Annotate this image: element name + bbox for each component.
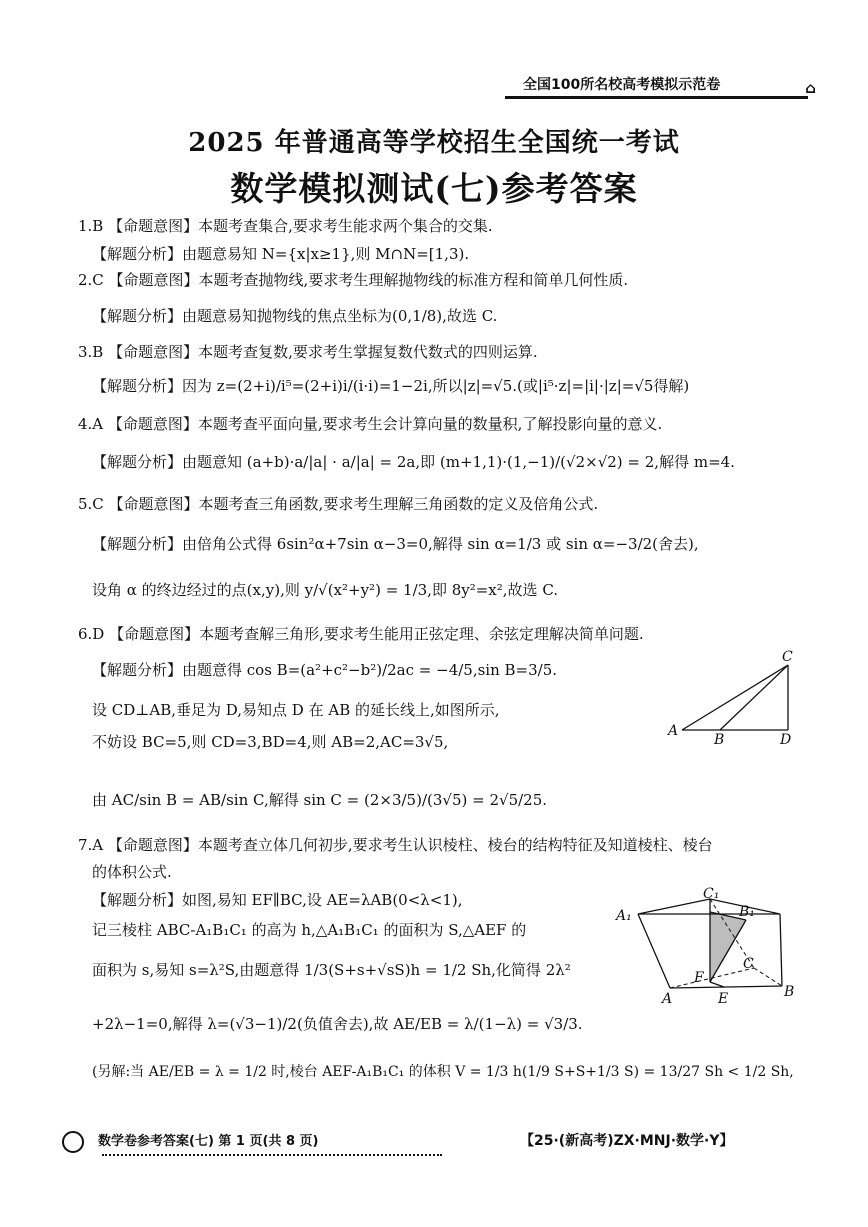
answer-line: 面积为 s,易知 s=λ²S,由题意得 1/3(S+s+√sS)h = 1/2 Sh,化简得 2λ² [92, 961, 571, 979]
fig7-label-c: C [743, 956, 754, 972]
answer-line: 记三棱柱 ABC-A₁B₁C₁ 的高为 h,△A₁B₁C₁ 的面积为 S,△AEF 的 [92, 921, 527, 939]
fig7-label-c1: C₁ [703, 886, 720, 902]
answer-line: (另解:当 AE/EB = λ = 1/2 时,棱台 AEF-A₁B₁C₁ 的体积 V = 1/3 h(1/9 S+S+1/3 S) = 13/27 Sh < 1/2 Sh, [92, 1064, 794, 1080]
fig6-label-d: D [780, 732, 792, 745]
fig6-label-c: C [782, 649, 793, 665]
banner-ornament-icon: ⌂ [805, 79, 816, 97]
answer-line: 6.D 【命题意图】本题考查解三角形,要求考生能用正弦定理、余弦定理解决简单问题. [78, 625, 644, 643]
prism-figure [612, 886, 802, 1011]
answer-line: 【解题分析】由题意易知 N={x|x≥1},则 M∩N=[1,3). [92, 245, 470, 263]
answer-line: 1.B 【命题意图】本题考查集合,要求考生能求两个集合的交集. [78, 217, 493, 235]
answer-line: 的体积公式. [92, 863, 172, 881]
fig7-label-e: E [718, 991, 729, 1007]
footer-left-text: 数学卷参考答案(七) 第 1 页(共 8 页) [98, 1134, 319, 1149]
triangle-figure [660, 645, 810, 745]
footer-wavy-underline [102, 1150, 442, 1156]
exam-title: 2025 年普通高等学校招生全国统一考试 [188, 128, 680, 158]
answer-line: 【解题分析】如图,易知 EF∥BC,设 AE=λAB(0<λ<1), [92, 891, 463, 909]
publisher-logo-icon [62, 1131, 84, 1153]
answer-line: 【解题分析】由题意易知抛物线的焦点坐标为(0,1/8),故选 C. [92, 307, 498, 325]
series-label: 全国100所名校高考模拟示范卷 [523, 77, 721, 93]
answer-line: 【解题分析】因为 z=(2+i)/i⁵=(2+i)i/(i·i)=1−2i,所以|z|=√5.(或|i⁵·z|=|i|·|z|=√5得解) [92, 377, 690, 395]
answer-line: 5.C 【命题意图】本题考查三角函数,要求考生理解三角函数的定义及倍角公式. [78, 495, 599, 513]
answer-line: 【解题分析】由题意知 (a+b)·a/|a| · a/|a| = 2a,即 (m+1,1)·(1,−1)/(√2×√2) = 2,解得 m=4. [92, 453, 735, 471]
footer-page-info [62, 1130, 319, 1153]
fig7-label-f: F [694, 970, 704, 986]
answer-line: 3.B 【命题意图】本题考查复数,要求考生掌握复数代数式的四则运算. [78, 343, 538, 361]
answer-line: 不妨设 BC=5,则 CD=3,BD=4,则 AB=2,AC=3√5, [92, 733, 449, 751]
footer-code: 【25·(新高考)ZX·MNJ·数学·Y】 [520, 1133, 734, 1149]
fig7-label-a: A [662, 991, 673, 1007]
fig7-label-a1: A₁ [616, 908, 632, 924]
answer-line: +2λ−1=0,解得 λ=(√3−1)/2(负值舍去),故 AE/EB = λ/(1−λ) = √3/3. [92, 1015, 583, 1033]
answer-title: 数学模拟测试(七)参考答案 [230, 169, 638, 208]
answer-line: 2.C 【命题意图】本题考查抛物线,要求考生理解抛物线的标准方程和简单几何性质. [78, 271, 629, 289]
answer-line: 设角 α 的终边经过的点(x,y),则 y/√(x²+y²) = 1/3,即 8y²=x²,故选 C. [92, 581, 559, 599]
fig7-label-b1: B₁ [739, 904, 755, 920]
fig6-label-b: B [714, 732, 725, 745]
series-banner [505, 74, 816, 99]
fig7-label-b: B [784, 984, 795, 1000]
answer-line: 4.A 【命题意图】本题考查平面向量,要求考生会计算向量的数量积,了解投影向量的意义. [78, 415, 663, 433]
answer-line: 【解题分析】由题意得 cos B=(a²+c²−b²)/2ac = −4/5,sin B=3/5. [92, 661, 558, 679]
answer-line: 由 AC/sin B = AB/sin C,解得 sin C = (2×3/5)/(3√5) = 2√5/25. [92, 791, 548, 809]
answer-line: 【解题分析】由倍角公式得 6sin²α+7sin α−3=0,解得 sin α=1/3 或 sin α=−3/2(舍去), [92, 535, 699, 553]
answer-line: 设 CD⊥AB,垂足为 D,易知点 D 在 AB 的延长线上,如图所示, [92, 701, 500, 719]
answer-line: 7.A 【命题意图】本题考查立体几何初步,要求考生认识棱柱、棱台的结构特征及知道棱柱、棱台 [78, 836, 713, 854]
fig6-label-a: A [668, 723, 679, 739]
